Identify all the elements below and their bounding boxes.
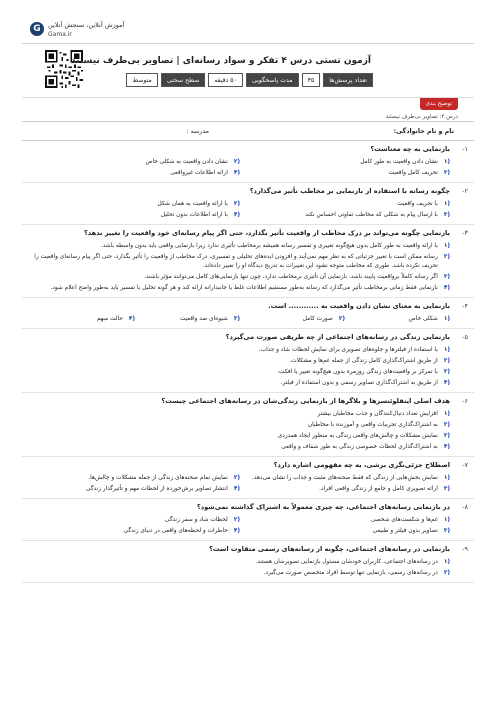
question-item bbox=[22, 457, 474, 499]
option-text: بازنمایی فقط زمانی برمخاطب تأثیر می‌گذارد که رسانه به‌طور مستقیم اطلاعات غلط یا جانبدارانه ارائه کند و هر گونه تحلیل یا تفسیر باید به‌طور واضح اعلام شود. bbox=[50, 285, 438, 291]
options-list bbox=[30, 557, 450, 579]
answer-option[interactable] bbox=[30, 356, 450, 367]
answer-option[interactable] bbox=[30, 568, 450, 579]
site-url[interactable]: Gama.ir bbox=[48, 31, 72, 38]
answer-option[interactable] bbox=[30, 442, 450, 453]
section-bar bbox=[22, 97, 474, 121]
answer-option[interactable] bbox=[240, 168, 450, 179]
option-text: افزایش تعداد دنبال‌کنندگان و جذب مخاطبان بیشتر bbox=[317, 411, 438, 417]
answer-option[interactable] bbox=[30, 345, 450, 356]
questions-count-label: تعداد پرسش‌ها bbox=[323, 73, 373, 87]
options-list bbox=[30, 241, 450, 294]
question-item bbox=[22, 329, 474, 393]
page-title: آزمون تستی درس ۴ تفکر و سواد رسانه‌ای | تصاویر بی‌طرف نیستند bbox=[71, 56, 371, 66]
questions-list bbox=[22, 141, 474, 583]
answer-option[interactable] bbox=[345, 314, 450, 325]
option-text: تصاویر بدون فیلتر و طبیعی bbox=[372, 528, 438, 534]
option-text: با تمرکز بر واقعیت‌های زندگی روزمره بدون هیچ‌گونه تغییر یا افکت. bbox=[277, 369, 438, 375]
option-number: ۲) bbox=[443, 570, 450, 576]
option-number: ۳) bbox=[443, 528, 450, 534]
option-text: با تحریف واقعیت bbox=[397, 201, 438, 207]
option-number: ۱) bbox=[443, 159, 450, 165]
option-text: از طریق به اشتراک‌گذاری تصاویر رسمی و بدون استفاده از فیلتر. bbox=[280, 380, 438, 386]
option-text: به اشتراک‌گذاری تجربیات واقعی و آموزنده با مخاطبان bbox=[307, 422, 438, 428]
answer-option[interactable] bbox=[30, 367, 450, 378]
question-number: -۵ bbox=[462, 333, 468, 341]
question-number: -۷ bbox=[462, 461, 468, 469]
question-stem: بازنمایی به معنای نشان دادن واقعیت به ............ است. bbox=[268, 302, 450, 310]
student-name-label: نام و نام خانوادگی: bbox=[393, 128, 454, 135]
option-text: در رسانه‌های رسمی، بازنمایی تنها توسط افراد متخصص صورت می‌گیرد. bbox=[263, 570, 438, 576]
option-text: نمایش مشکلات و چالش‌های واقعی زندگی به منظور ایجاد همدردی bbox=[277, 433, 438, 439]
option-number: ۴) bbox=[233, 212, 240, 218]
answer-option[interactable] bbox=[30, 168, 240, 179]
option-number: ۴) bbox=[443, 444, 450, 450]
options-list bbox=[30, 473, 450, 495]
option-number: ۱) bbox=[443, 243, 450, 249]
question-stem: بازنمایی چگونه می‌تواند بر درک مخاطب از واقعیت تأثیر بگذارد، حتی اگر پیام رسانه‌ای خود واقعیت را تغییر ندهد؟ bbox=[83, 229, 450, 237]
level-value: متوسط bbox=[126, 73, 157, 87]
questions-count-value: ۳۵ bbox=[302, 73, 321, 87]
exam-content bbox=[22, 97, 474, 583]
option-number: ۳) bbox=[443, 486, 450, 492]
option-text: ارائه اطلاعات غیرواقعی bbox=[170, 170, 228, 176]
option-text: شکلی خاص bbox=[408, 316, 438, 322]
option-number: ۴) bbox=[233, 528, 240, 534]
answer-option[interactable] bbox=[30, 241, 450, 252]
answer-option[interactable] bbox=[240, 526, 450, 537]
options-list bbox=[30, 314, 450, 325]
option-number: ۳) bbox=[443, 212, 450, 218]
option-number: ۱) bbox=[443, 316, 450, 322]
answer-option[interactable] bbox=[30, 314, 135, 325]
question-stem: چگونه رسانه با استفاده از بازنمایی بر مخاطب تأثیر می‌گذارد؟ bbox=[249, 187, 450, 195]
options-list bbox=[30, 199, 450, 221]
question-number: -۲ bbox=[462, 187, 468, 195]
answer-option[interactable] bbox=[30, 526, 240, 537]
question-item bbox=[22, 499, 474, 541]
question-item bbox=[22, 541, 474, 583]
option-number: ۳) bbox=[443, 274, 450, 280]
option-text: صورت کامل bbox=[302, 316, 333, 322]
question-stem: در بازنمایی رسانه‌های اجتماعی، چه چیزی معمولاً به اشتراک گذاشته نمی‌شود؟ bbox=[196, 503, 450, 511]
answer-option[interactable] bbox=[240, 314, 345, 325]
duration-value: ۵۰ دقیقه bbox=[208, 73, 243, 87]
question-item bbox=[22, 141, 474, 183]
answer-option[interactable] bbox=[30, 409, 450, 420]
option-text: انتشار تصاویر برش‌خورده از لحظات مهم و تأثیرگذار زندگی bbox=[85, 486, 228, 492]
option-number: ۳) bbox=[443, 170, 450, 176]
section-tab[interactable]: توضیح بندی bbox=[420, 98, 458, 110]
option-text: لحظات شاد و سفر زندگی bbox=[164, 517, 228, 523]
option-text: به اشتراک‌گذاری لحظات خصوصی زندگی به طور شفاف و واقعی bbox=[281, 444, 438, 450]
option-number: ۲) bbox=[233, 475, 240, 481]
options-list bbox=[30, 409, 450, 453]
option-number: ۴) bbox=[233, 170, 240, 176]
answer-option[interactable] bbox=[240, 157, 450, 168]
exam-info-bar bbox=[126, 73, 373, 87]
question-item bbox=[22, 393, 474, 457]
answer-option[interactable] bbox=[240, 515, 450, 526]
question-stem: بازنمایی در رسانه‌های اجتماعی، چگونه از رسانه‌های رسمی متفاوت است؟ bbox=[209, 545, 450, 553]
option-number: ۲) bbox=[338, 316, 345, 322]
answer-option[interactable] bbox=[30, 420, 450, 431]
question-stem: اصطلاح جزئی‌نگری برشی، به چه مفهومی اشاره دارد؟ bbox=[273, 461, 450, 469]
option-number: ۴) bbox=[128, 316, 135, 322]
answer-option[interactable] bbox=[30, 484, 240, 495]
student-info-row bbox=[22, 121, 474, 141]
option-number: ۲) bbox=[233, 159, 240, 165]
option-text: شیوه‌ای ضد واقعیت bbox=[179, 316, 228, 322]
answer-option[interactable] bbox=[135, 314, 240, 325]
option-text: با ارائه واقعیت به طور کامل بدون هیچ‌گونه تغییری و تفسیر رسانه همیشه برمخاطب تأثیری ندارد زیرا بازنمایی واقعی باید بدون واسطه باشد. bbox=[100, 243, 438, 249]
option-number: ۱) bbox=[443, 411, 450, 417]
option-text: نمایش تمام صحنه‌های زندگی از جمله مشکلات و چالش‌ها. bbox=[88, 475, 228, 481]
option-text: ارائه تصویری کامل و جامع از زندگی واقعی افراد. bbox=[319, 486, 438, 492]
school-label: مدرسه : bbox=[186, 128, 209, 135]
question-item bbox=[22, 298, 474, 329]
option-text: با استفاده از فیلترها و جلوه‌های تصویری برای نمایش لحظات شاد و جذاب. bbox=[258, 347, 438, 353]
option-number: ۳) bbox=[443, 433, 450, 439]
options-list bbox=[30, 157, 450, 179]
site-name: آموزش آنلاین، سنجش آنلاین bbox=[48, 21, 125, 29]
option-number: ۲) bbox=[443, 422, 450, 428]
question-stem: بازنمایی به چه معناست؟ bbox=[370, 145, 450, 153]
question-item bbox=[22, 183, 474, 225]
option-text: از طریق اشتراک‌گذاری کامل زندگی از جمله غم‌ها و مشکلات. bbox=[289, 358, 438, 364]
answer-option[interactable] bbox=[240, 484, 450, 495]
option-number: ۱) bbox=[443, 559, 450, 565]
option-number: ۱) bbox=[443, 347, 450, 353]
option-text: با ارائه اطلاعات بدون تحلیل bbox=[160, 212, 228, 218]
answer-option[interactable] bbox=[240, 473, 450, 484]
option-number: ۴) bbox=[443, 380, 450, 386]
option-text: در رسانه‌های اجتماعی، کاربران خودشان مسئول بازنمایی تصویرشان هستند. bbox=[255, 559, 438, 565]
options-list bbox=[30, 515, 450, 537]
option-number: ۱) bbox=[443, 517, 450, 523]
option-text: نشان دادن واقعیت به طور کامل bbox=[360, 159, 438, 165]
option-number: ۲) bbox=[443, 254, 450, 260]
option-number: ۳) bbox=[443, 369, 450, 375]
answer-option[interactable] bbox=[30, 283, 450, 294]
answer-option[interactable] bbox=[30, 473, 240, 484]
option-text: غم‌ها و شکست‌های شخصی bbox=[371, 517, 438, 523]
question-number: -۶ bbox=[462, 397, 468, 405]
option-number: ۲) bbox=[233, 201, 240, 207]
options-list bbox=[30, 345, 450, 389]
answer-option[interactable] bbox=[30, 378, 450, 389]
option-text: تحریف کامل واقعیت bbox=[388, 170, 438, 176]
answer-option[interactable] bbox=[30, 252, 450, 272]
question-stem: بازنمایی زندگی در رسانه‌های اجتماعی از چه طریقی صورت می‌گیرد؟ bbox=[225, 333, 450, 341]
question-number: -۱ bbox=[462, 145, 468, 153]
answer-option[interactable] bbox=[30, 210, 240, 221]
option-text: اگر رسانه کاملاً برواقعیت پایبند باشد، بازنمایی آن تأثیری برمخاطب ندارد، چون تنها بازنمایی‌های کامل می‌توانند مؤثر باشند. bbox=[144, 274, 438, 280]
question-number: -۹ bbox=[462, 545, 468, 553]
answer-option[interactable] bbox=[30, 157, 240, 168]
answer-option[interactable] bbox=[240, 210, 450, 221]
answer-option[interactable] bbox=[30, 431, 450, 442]
option-number: ۱) bbox=[443, 201, 450, 207]
answer-option[interactable] bbox=[240, 199, 450, 210]
question-number: -۳ bbox=[462, 229, 468, 237]
answer-option[interactable] bbox=[30, 515, 240, 526]
option-number: ۳) bbox=[233, 316, 240, 322]
answer-option[interactable] bbox=[30, 557, 450, 568]
header-divider bbox=[22, 43, 474, 44]
question-item bbox=[22, 225, 474, 298]
page-header bbox=[0, 0, 496, 112]
question-number: -۸ bbox=[462, 503, 468, 511]
answer-option[interactable] bbox=[30, 199, 240, 210]
option-number: ۲) bbox=[233, 517, 240, 523]
question-stem: هدف اصلی اینفلوئنسرها و بلاگرها از بازنمایی زندگی‌شان در رسانه‌های اجتماعی چیست؟ bbox=[161, 397, 450, 405]
duration-label: مدت پاسخگویی bbox=[246, 73, 299, 87]
option-number: ۴) bbox=[443, 285, 450, 291]
question-number: -۴ bbox=[462, 302, 468, 310]
answer-option[interactable] bbox=[30, 272, 450, 283]
option-text: با ارائه واقعیت به همان شکل bbox=[157, 201, 228, 207]
level-label: سطح سختی bbox=[161, 73, 205, 87]
gama-logo: G bbox=[30, 22, 44, 36]
option-number: ۱) bbox=[443, 475, 450, 481]
option-text: خاطرات و لحظه‌های واقعی در دنیای زندگی bbox=[123, 528, 228, 534]
option-number: ۲) bbox=[443, 358, 450, 364]
option-text: نشان دادن واقعیت به شکلی خاص bbox=[145, 159, 228, 165]
option-number: ۴) bbox=[233, 486, 240, 492]
option-text: نمایش بخش‌هایی از زندگی که فقط صحنه‌های مثبت و جذاب را نشان می‌دهد. bbox=[252, 475, 438, 481]
option-text: با ارسال پیام به شکلی که مخاطب تفاوتی احساس نکند bbox=[305, 212, 438, 218]
option-text: رسانه ممکن است با تغییر جزئیاتی که به نظر مهم نمی‌آیند و افزودن ایده‌های تحلیلی و تفسیری، درک مخاطب از واقعیت را تأثیر بگذارد، حتی اگر پیام رسانه‌ای واقعیت را تحریف نکرده باشد. طوری که مخاطب متوجه نشود این تغییرات به تدریج دیدگاه او را تغییر داده‌اند. bbox=[34, 254, 438, 269]
section-subtitle: درس ۴: تصاویر بی‌طرف نیستند bbox=[385, 114, 458, 120]
option-text: حالت مبهم bbox=[96, 316, 123, 322]
